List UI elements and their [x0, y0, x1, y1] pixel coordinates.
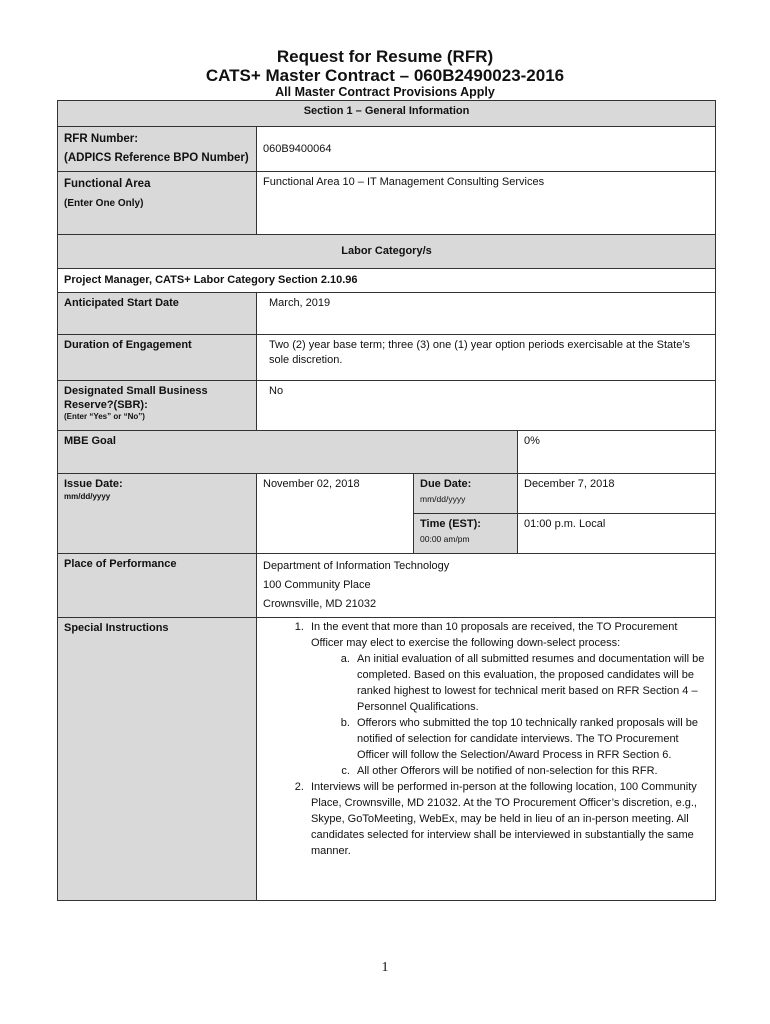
- labor-category-row: [58, 269, 716, 293]
- start-date-value-cell: [257, 293, 716, 335]
- rfr-number-value-cell: [257, 127, 716, 172]
- time-value: 01:00 p.m. Local: [524, 518, 606, 530]
- start-date-label-cell: [58, 293, 257, 335]
- page-number: 1: [381, 960, 389, 975]
- section-1-title: Section 1 – General Information: [303, 105, 470, 117]
- instruction-item: [307, 619, 709, 779]
- instruction-subitem: [353, 763, 709, 779]
- contract-title: CATS+ Master Contract – 060B2490023-2016: [205, 66, 565, 85]
- labor-category-header: [58, 235, 716, 269]
- issue-date-label-cell: [58, 474, 257, 554]
- labor-category-value: Project Manager, CATS+ Labor Category Section 2.10.96: [64, 274, 358, 286]
- place-label: Place of Performance: [64, 558, 177, 570]
- rfr-form-table: [57, 100, 716, 901]
- instruction-subitem: [353, 651, 709, 715]
- place-label-cell: [58, 554, 257, 618]
- mbe-goal-value-cell: [518, 431, 716, 474]
- instruction-subitem: [353, 715, 709, 763]
- time-label-cell: [414, 514, 518, 554]
- instruction-item: [307, 779, 709, 859]
- rfr-number-value: 060B9400064: [263, 142, 332, 155]
- instruction-1b-text: Offerors who submitted the top 10 technically ranked proposals will be notified of selection for candidate interviews. The TO Procurement Officer will follow the Selection/Award Process in RFR Section 6.: [357, 717, 698, 761]
- provisions-note: All Master Contract Provisions Apply: [275, 85, 495, 99]
- special-instructions-label: Special Instructions: [64, 622, 169, 634]
- due-date-value: December 7, 2018: [524, 478, 615, 490]
- sbr-value: No: [269, 385, 284, 397]
- due-date-format: mm/dd/yyyy: [420, 494, 466, 504]
- start-date-label: Anticipated Start Date: [64, 297, 179, 309]
- issue-date-format: mm/dd/yyyy: [64, 492, 111, 501]
- time-format: 00:00 am/pm: [420, 534, 470, 544]
- duration-value: Two (2) year base term; three (3) one (1) year option periods exercisable at the State’s sole discretion.: [269, 339, 691, 366]
- issue-date-value: November 02, 2018: [263, 478, 360, 490]
- due-date-label: Due Date:: [420, 478, 472, 490]
- sbr-label: Designated Small Business Reserve?(SBR):: [64, 385, 208, 411]
- instruction-2-text: Interviews will be performed in-person at the following location, 100 Community Place, Crownsville, MD 21032. At the TO Procurement Officer’s discretion, e.g., Skype, GoToMeeting, WebEx, may be held in lieu of an in-person meeting. All candidates selected for interview shall be interviewed in substantially the same manner.: [311, 781, 697, 857]
- duration-label: Duration of Engagement: [64, 339, 192, 351]
- time-label: Time (EST):: [420, 518, 481, 530]
- mbe-goal-label: MBE Goal: [64, 435, 116, 447]
- time-value-cell: [518, 514, 716, 554]
- functional-area-sublabel: (Enter One Only): [64, 198, 144, 209]
- instruction-1a-text: An initial evaluation of all submitted resumes and documentation will be completed. Based on this evaluation, the proposed candidates will be ranked highest to lowest for technical merit based on RFR Section 4 – Personnel Qualifications.: [357, 653, 705, 713]
- instructions-list: [263, 619, 709, 859]
- due-date-label-cell: [414, 474, 518, 514]
- duration-label-cell: [58, 335, 257, 381]
- instruction-sublist: [311, 651, 709, 779]
- duration-value-cell: [257, 335, 716, 381]
- labor-category-title: Labor Category/s: [341, 245, 432, 257]
- due-date-value-cell: [518, 474, 716, 514]
- issue-date-label: Issue Date:: [64, 478, 123, 490]
- issue-date-value-cell: [257, 474, 414, 554]
- rfr-number-label: RFR Number:: [64, 133, 139, 145]
- mbe-goal-value: 0%: [524, 435, 540, 447]
- sbr-value-cell: [257, 381, 716, 431]
- special-instructions-label-cell: [58, 618, 257, 901]
- mbe-goal-label-cell: [58, 431, 518, 474]
- special-instructions-cell: [257, 618, 716, 901]
- place-line-1: Department of Information Technology: [263, 560, 450, 572]
- instruction-1c-text: All other Offerors will be notified of non-selection for this RFR.: [357, 765, 658, 777]
- document-title: Request for Resume (RFR): [276, 47, 494, 66]
- place-value-cell: [257, 554, 716, 618]
- functional-area-label: Functional Area: [64, 178, 151, 190]
- start-date-value: March, 2019: [269, 297, 331, 309]
- place-line-2: 100 Community Place: [263, 579, 371, 591]
- functional-area-label-cell: [58, 172, 257, 235]
- section-1-header: [58, 101, 716, 127]
- rfr-number-label-cell: [58, 127, 257, 172]
- functional-area-value-cell: [257, 172, 716, 235]
- place-line-3: Crownsville, MD 21032: [263, 598, 377, 610]
- functional-area-value: Functional Area 10 – IT Management Consulting Services: [263, 176, 545, 188]
- sbr-label-cell: [58, 381, 257, 431]
- rfr-number-sublabel: (ADPICS Reference BPO Number): [64, 152, 249, 164]
- sbr-sublabel: (Enter “Yes” or “No”): [64, 412, 145, 421]
- instruction-1-text: In the event that more than 10 proposals are received, the TO Procurement Officer may elect to exercise the following down-select process:: [311, 621, 678, 649]
